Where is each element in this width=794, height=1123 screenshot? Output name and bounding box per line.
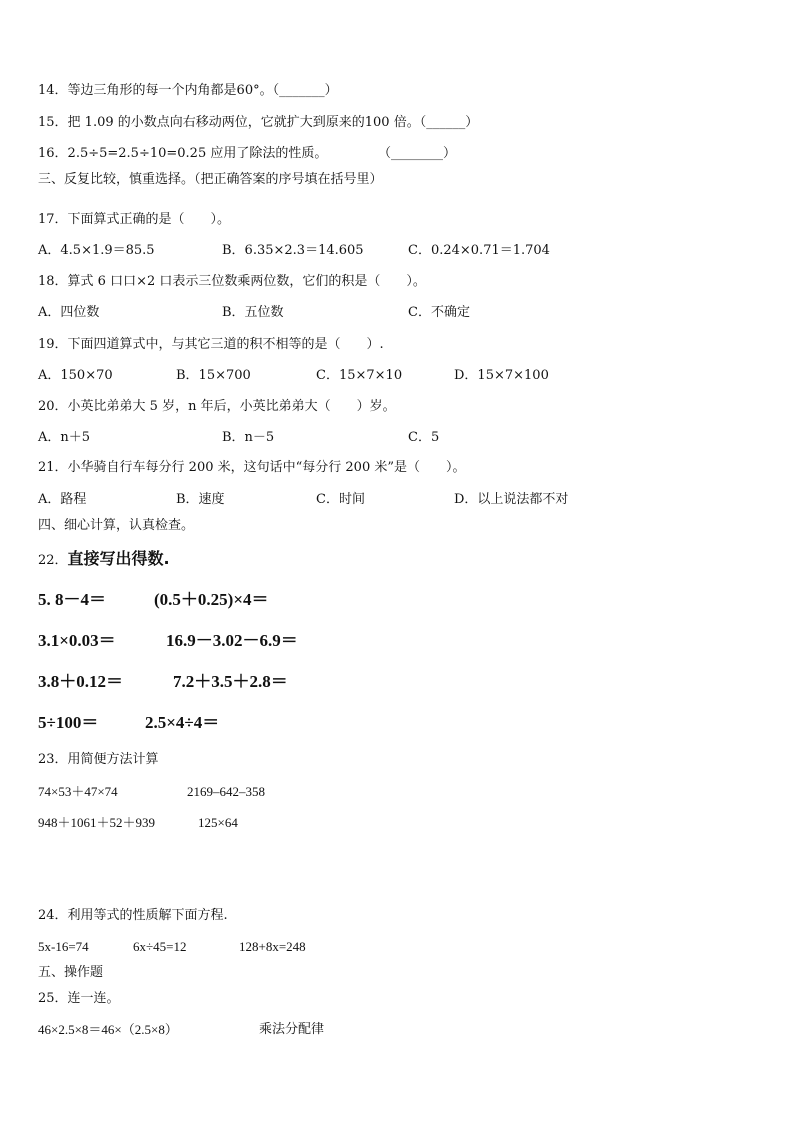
question-17-option-c: C．0.24×0.71＝1.704 [408, 243, 550, 258]
question-15: 15．把 1.09 的小数点向右移动两位，它就扩大到原来的100 倍。（______） [38, 115, 479, 130]
question-19-option-d: D．15×7×100 [454, 368, 549, 383]
q23-r2-left: 948＋1061＋52＋939 [38, 815, 156, 830]
q22-r1-left: 5. 8－4＝ [38, 590, 106, 609]
q25-right-law: 乘法分配律 [259, 1022, 325, 1037]
question-20-option-a: A．n＋5 [38, 430, 91, 445]
q22-r3-right: 7.2＋3.5＋2.8＝ [173, 672, 288, 691]
question-21-stem: 21．小华骑自行车每分行 200 米，这句话中“每分行 200 米”是（ ）。 [38, 460, 466, 475]
question-22-heading [38, 549, 170, 571]
q23-r2-right: 125×64 [198, 815, 238, 830]
question-20-stem: 20．小英比弟弟大 5 岁，n 年后，小英比弟弟大（ ）岁。 [38, 399, 396, 414]
question-22-number: 22． [38, 553, 68, 568]
question-16: 16．2.5÷5=2.5÷10=0.25 应用了除法的性质。 [38, 146, 328, 161]
q23-r1-right: 2169–642–358 [187, 784, 265, 799]
q22-r1-right: (0.5＋0.25)×4＝ [154, 590, 269, 609]
question-21-option-c: C．时间 [316, 492, 365, 507]
q24-equation-1: 5x-16=74 [38, 939, 89, 954]
q22-r4-left: 5÷100＝ [38, 713, 99, 732]
question-18-option-c: C．不确定 [408, 305, 470, 320]
question-24-title: 24．利用等式的性质解下面方程. [38, 908, 228, 923]
q24-equation-2: 6x÷45=12 [133, 939, 187, 954]
question-22-title: 直接写出得数. [67, 549, 170, 568]
section-4-heading: 四、细心计算，认真检查。 [38, 518, 195, 533]
section-3-heading: 三、反复比较，慎重选择。（把正确答案的序号填在括号里） [38, 172, 383, 187]
section-5-heading: 五、操作题 [38, 965, 104, 980]
question-19-stem: 19．下面四道算式中，与其它三道的积不相等的是（ ）. [38, 337, 384, 352]
question-21-option-b: B．速度 [176, 492, 225, 507]
question-17-option-b: B．6.35×2.3＝14.605 [222, 243, 364, 258]
question-17-option-a: A．4.5×1.9＝85.5 [38, 243, 155, 258]
question-18-stem: 18．算式 6 口口×2 口表示三位数乘两位数，它们的积是（ ）。 [38, 274, 426, 289]
question-18-option-a: A．四位数 [38, 305, 100, 320]
question-23-title: 23．用简便方法计算 [38, 752, 159, 767]
q25-left-expression: 46×2.5×8＝46×（2.5×8） [38, 1022, 178, 1037]
q22-r3-left: 3.8＋0.12＝ [38, 672, 123, 691]
question-20-option-c: C．5 [408, 430, 440, 445]
question-16-blank: （________） [378, 146, 457, 161]
question-25-title: 25．连一连。 [38, 991, 120, 1006]
question-18-option-b: B．五位数 [222, 305, 284, 320]
q22-r4-right: 2.5×4÷4＝ [145, 713, 220, 732]
q23-r1-left: 74×53＋47×74 [38, 784, 118, 799]
question-21-option-d: D．以上说法都不对 [454, 492, 569, 507]
question-20-option-b: B．n－5 [222, 430, 275, 445]
question-21-option-a: A．路程 [38, 492, 87, 507]
q24-equation-3: 128+8x=248 [239, 939, 306, 954]
question-19-option-c: C．15×7×10 [316, 368, 403, 383]
question-17-stem: 17．下面算式正确的是（ ）。 [38, 212, 231, 227]
q22-r2-right: 16.9－3.02－6.9＝ [166, 631, 298, 650]
question-14: 14．等边三角形的每一个内角都是60°。（_______） [38, 83, 338, 98]
q22-r2-left: 3.1×0.03＝ [38, 631, 116, 650]
question-19-option-a: A．150×70 [38, 368, 113, 383]
question-19-option-b: B．15×700 [176, 368, 251, 383]
